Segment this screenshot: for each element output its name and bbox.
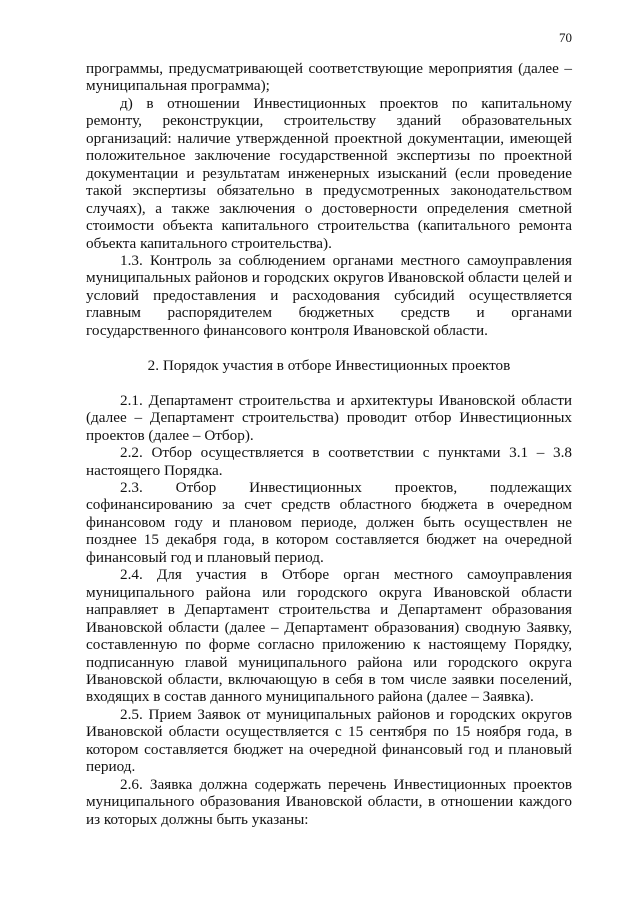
- paragraph: 2.3. Отбор Инвестиционных проектов, подлежащих софинансированию за счет средств областного бюджета в очередном финансовом году и плановом периоде, должен быть осуществлен не позднее 15 декабря года, в котором составляется бюджет на очередной финансовый год и плановый период.: [86, 478, 572, 566]
- paragraph: 2.6. Заявка должна содержать перечень Инвестиционных проектов муниципального образования Ивановской области, в отношении каждого из которых должны быть указаны:: [86, 775, 572, 828]
- paragraphs-after-heading: [86, 392, 572, 828]
- paragraph: 2.1. Департамент строительства и архитектуры Ивановской области (далее – Департамент строительства) проводит отбор Инвестиционных проектов (далее – Отбор).: [86, 391, 572, 444]
- paragraph: 2.5. Прием Заявок от муниципальных районов и городских округов Ивановской области осуществляется с 15 сентября по 15 ноября года, в котором составляется бюджет на очередной финансовый год и плановый период.: [86, 705, 572, 776]
- paragraph: 2.2. Отбор осуществляется в соответствии с пунктами 3.1 – 3.8 настоящего Порядка.: [86, 444, 572, 479]
- paragraph: программы, предусматривающей соответствующие мероприятия (далее – муниципальная программа);: [86, 60, 572, 95]
- paragraph: 2.4. Для участия в Отборе орган местного самоуправления муниципального района или городского округа Ивановской области направляет в Департамент строительства и Департамент образования Ивановской области (далее – Департамент образования) сводную Заявку, составленную по форме согласно приложению к настоящему Порядку, подписанную главой муниципального района или городского округа Ивановской области, включающую в себя в том числе заявки поселений, входящих в состав данного муниципального района (далее – Заявка).: [86, 566, 572, 706]
- paragraph: д) в отношении Инвестиционных проектов по капитальному ремонту, реконструкции, строительству зданий образовательных организаций: наличие утвержденной проектной документации, имеющей положительное заключение государственной экспертизы по проектной документации и результатам инженерных изысканий (если проведение такой экспертизы обязательно в предусмотренных законодательством случаях), а также заключения о достоверности определения сметной стоимости объекта капитального строительства (капитального ремонта объекта капитального строительства).: [86, 94, 572, 252]
- paragraphs-before-heading: [86, 60, 572, 339]
- section-heading: 2. Порядок участия в отборе Инвестиционных проектов: [147, 356, 511, 374]
- paragraph: 1.3. Контроль за соблюдением органами местного самоуправления муниципальных районов и городских округов Ивановской области целей и условий предоставления и расходования субсидий осуществляется главным распорядителем бюджетных средств и органами государственного финансового контроля Ивановской области.: [86, 251, 572, 339]
- document-body: [86, 60, 572, 828]
- page-number: 70: [559, 30, 572, 45]
